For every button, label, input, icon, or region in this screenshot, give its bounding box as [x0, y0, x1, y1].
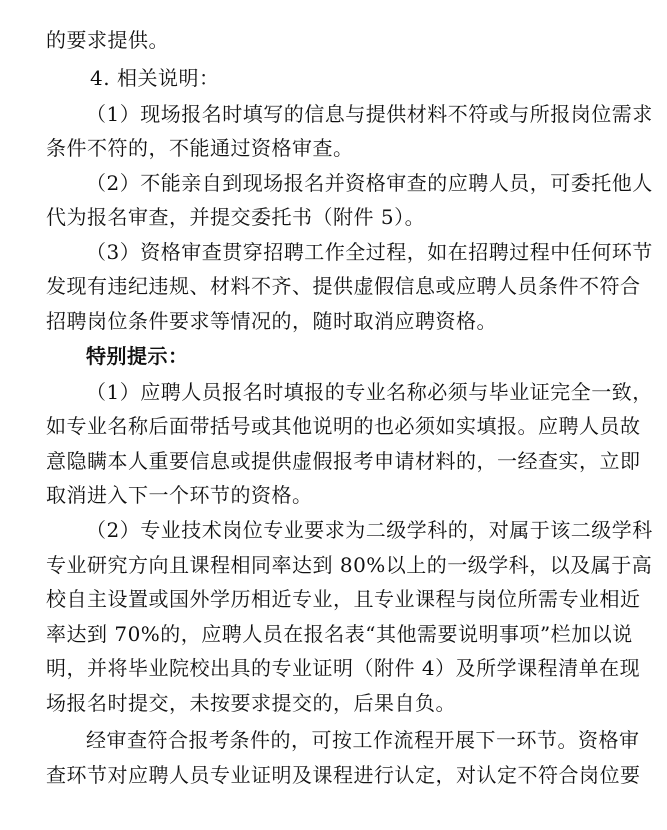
text-line: 如专业名称后面带括号或其他说明的也必须如实填报。应聘人员故 [46, 414, 641, 438]
text-line: 校自主设置或国外学历相近专业，且专业课程与岗位所需专业相近 [46, 587, 641, 611]
text-line: 招聘岗位条件要求等情况的，随时取消应聘资格。 [46, 309, 497, 333]
text-line: 发现有违纪违规、材料不齐、提供虚假信息或应聘人员条件不符合 [46, 274, 641, 298]
text-line: 条件不符的，不能通过资格审查。 [46, 136, 354, 160]
text-line: （3）资格审查贯穿招聘工作全过程，如在招聘过程中任何环节 [86, 240, 653, 264]
text-line: 代为报名审查，并提交委托书（附件 5）。 [46, 205, 426, 229]
text-line: 取消进入下一个环节的资格。 [46, 483, 313, 507]
text-line: （2）专业技术岗位专业要求为二级学科的，对属于该二级学科 [86, 518, 653, 542]
text-line: 的要求提供。 [46, 28, 169, 52]
text-line: （1）现场报名时填写的信息与提供材料不符或与所报岗位需求 [86, 102, 653, 126]
text-line: 率达到 70%的，应聘人员在报名表“其他需要说明事项”栏加以说 [46, 622, 633, 646]
text-line: 场报名时提交，未按要求提交的，后果自负。 [46, 691, 456, 715]
text-line: （2）不能亲自到现场报名并资格审查的应聘人员，可委托他人 [86, 171, 653, 195]
text-line: 明，并将毕业院校出具的专业证明（附件 4）及所学课程清单在现 [46, 656, 641, 680]
section-heading: 4. 相关说明： [90, 66, 220, 90]
special-notice-heading: 特别提示： [86, 344, 189, 368]
text-line: 意隐瞒本人重要信息或提供虚假报考申请材料的，一经查实，立即 [46, 449, 641, 473]
text-line: 专业研究方向且课程相同率达到 80%以上的一级学科，以及属于高 [46, 553, 653, 577]
text-line: 查环节对应聘人员专业证明及课程进行认定，对认定不符合岗位要 [46, 763, 641, 787]
text-line: （1）应聘人员报名时填报的专业名称必须与毕业证完全一致， [86, 380, 653, 404]
text-line: 经审查符合报考条件的，可按工作流程开展下一环节。资格审 [86, 728, 640, 752]
